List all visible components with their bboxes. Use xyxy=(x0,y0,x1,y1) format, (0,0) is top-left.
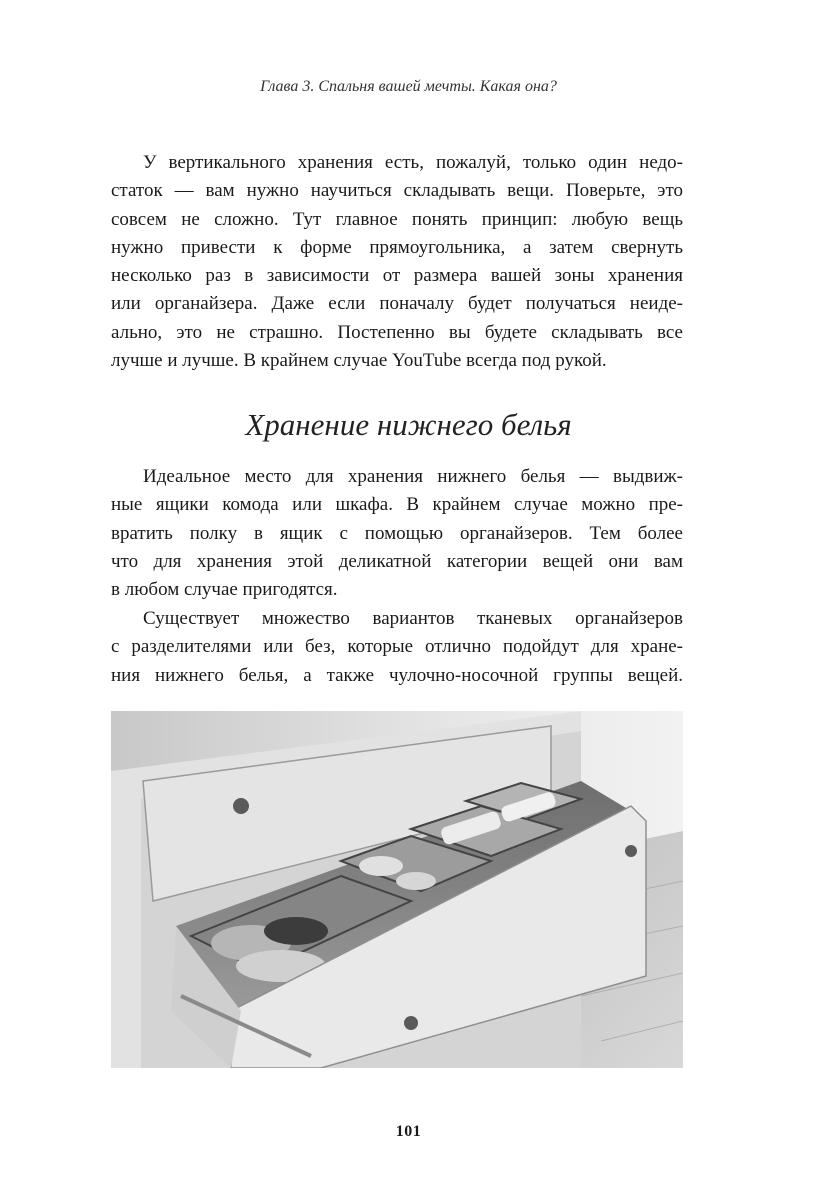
paragraph-line: в любом случае пригодятся. xyxy=(111,579,338,601)
paragraph-2 xyxy=(111,463,683,604)
page-number: 101 xyxy=(395,1123,422,1140)
paragraph-line: что для хранения этой деликатной категории вещей они вам xyxy=(111,550,683,572)
paragraph-line: несколько раз в зависимости от размера вашей зоны хранения xyxy=(111,265,683,287)
paragraph-line: ные ящики комода или шкафа. В крайнем случае можно пре- xyxy=(111,494,683,516)
paragraph-line: совсем не сложно. Тут главное понять принцип: любую вещь xyxy=(111,208,683,230)
paragraph-line: вратить полку в ящик с помощью органайзеров. Тем более xyxy=(111,522,683,544)
paragraph-1 xyxy=(111,149,683,375)
paragraph-3 xyxy=(111,605,683,690)
paragraph-line: ально, это не страшно. Постепенно вы будете складывать все xyxy=(111,321,683,343)
paragraph-line: У вертикального хранения есть, пожалуй, только один недо- xyxy=(143,152,683,173)
running-head: Глава 3. Спальня вашей мечты. Какая она? xyxy=(260,78,557,95)
section-title: Хранение нижнего белья xyxy=(245,407,572,442)
paragraph-line: лучше и лучше. В крайнем случае YouTube всегда под рукой. xyxy=(111,350,607,372)
paragraph-line: или органайзера. Даже если поначалу будет получаться неиде- xyxy=(111,293,683,315)
paragraph-line: с разделителями или без, которые отлично подойдут для хране- xyxy=(111,636,683,658)
paragraph-line: Идеальное место для хранения нижнего белья — выдвиж- xyxy=(143,466,683,487)
paragraph-line: ния нижнего белья, а также чулочно-носочной группы вещей. xyxy=(111,664,683,686)
drawer-photo xyxy=(111,711,683,1068)
paragraph-line: нужно привести к форме прямоугольника, а затем свернуть xyxy=(111,236,683,258)
paragraph-line: статок — вам нужно научиться складывать вещи. Поверьте, это xyxy=(111,180,683,202)
paragraph-line: Существует множество вариантов тканевых органайзеров xyxy=(143,608,683,629)
